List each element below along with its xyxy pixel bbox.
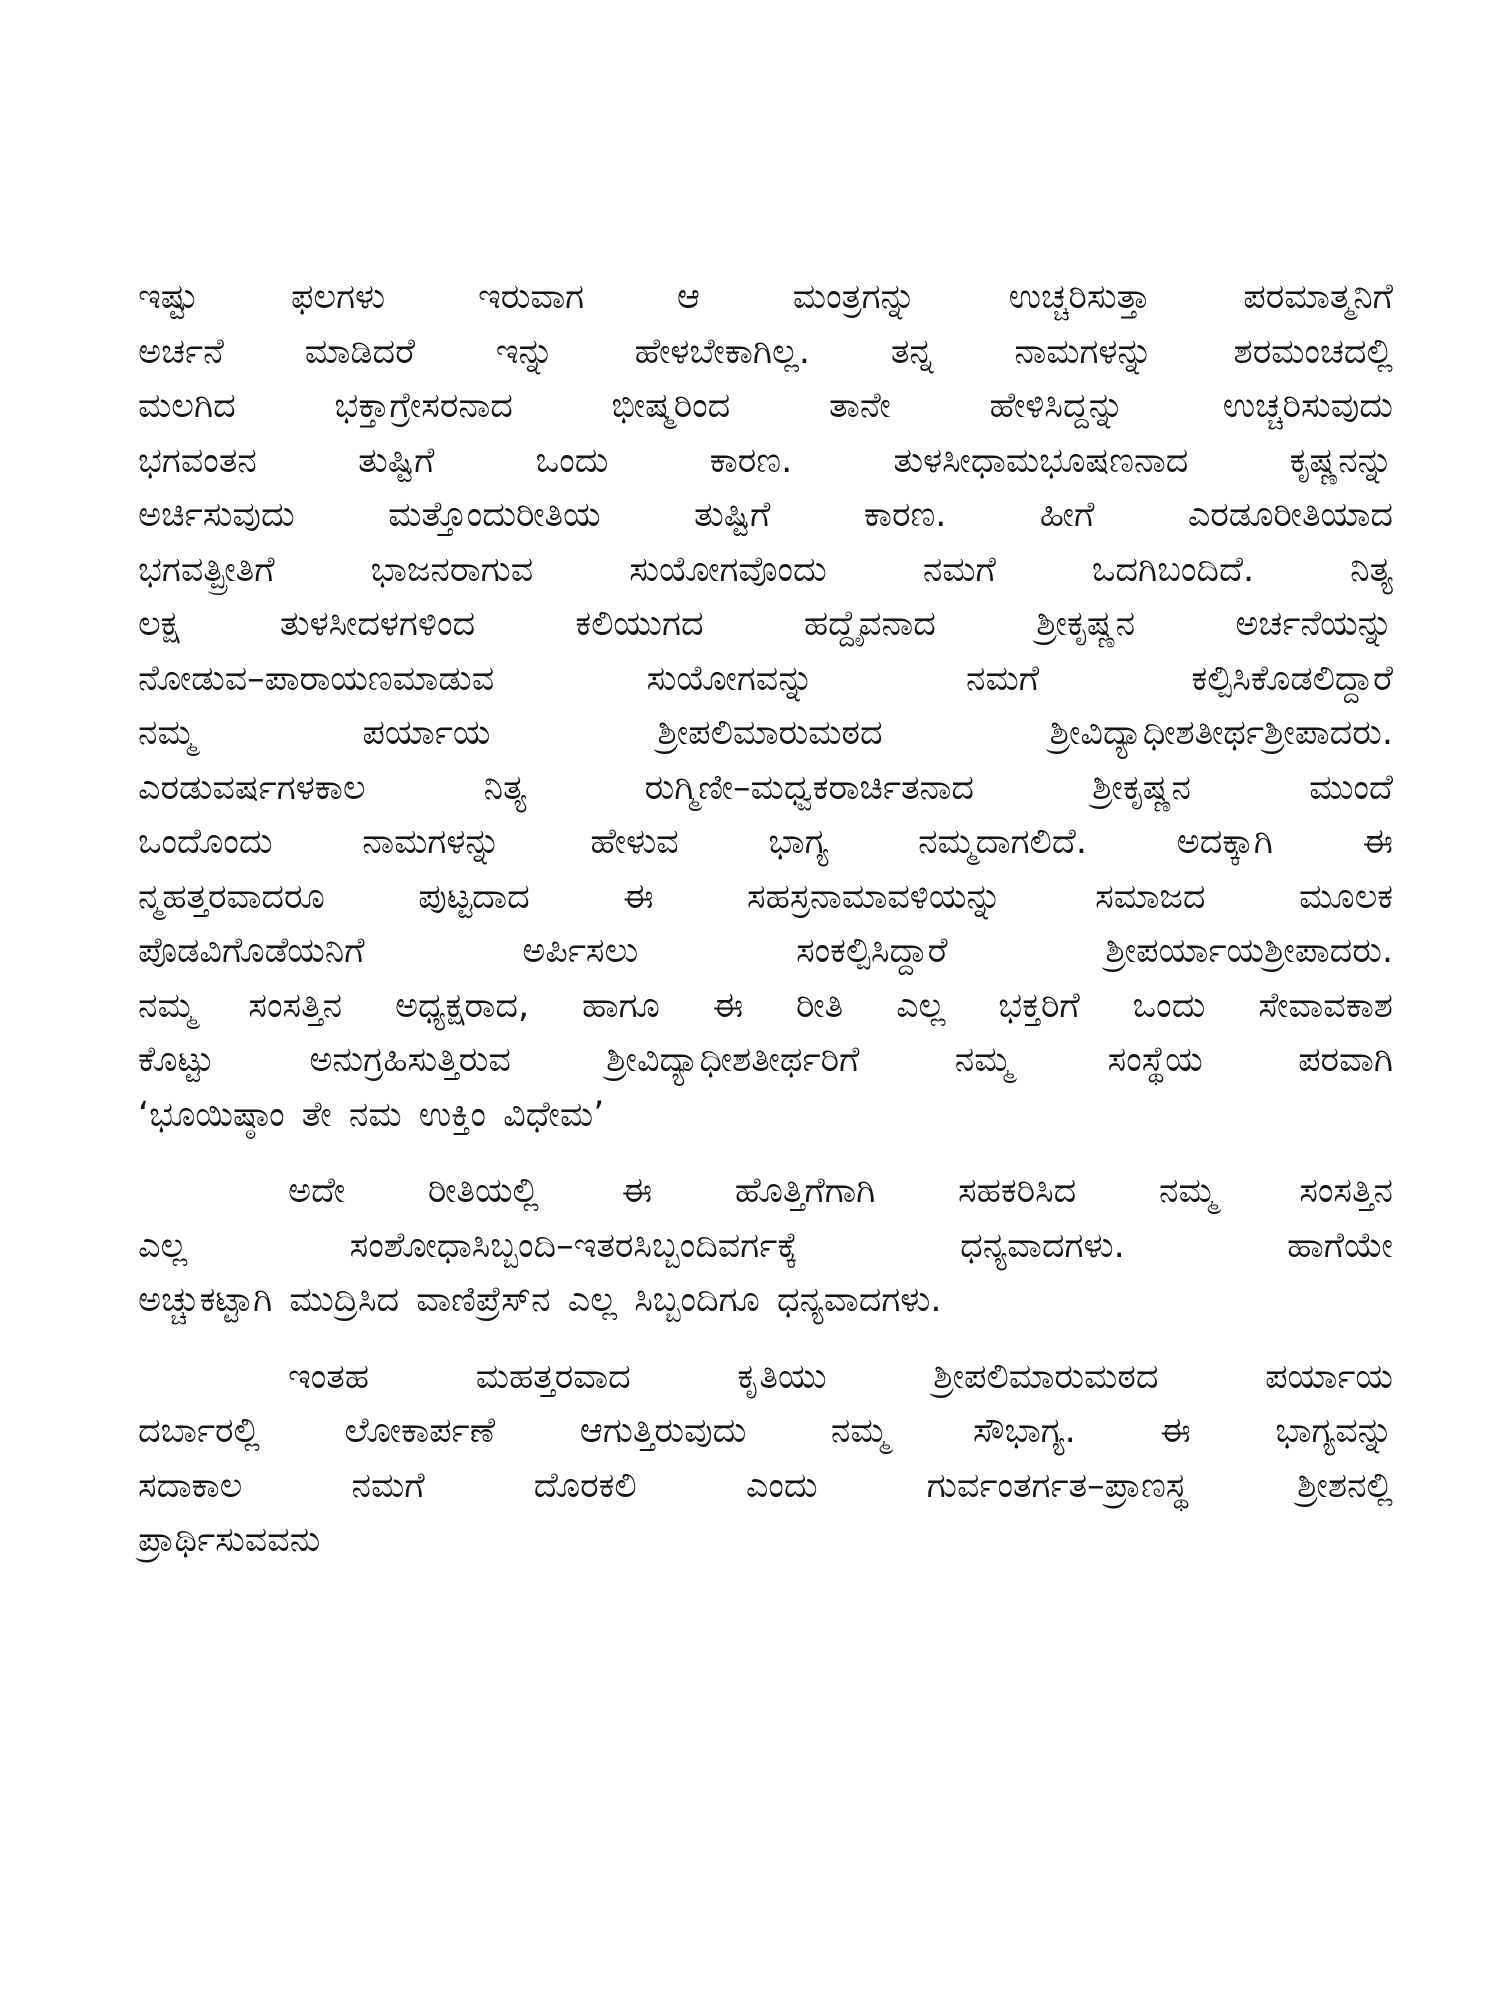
- text-line: ನೋಡುವ–ಪಾರಾಯಣಮಾಡುವ ಸುಯೋಗವನ್ನು ನಮಗೆ ಕಲ್ಪಿಸಿಕೊಡಲಿದ್ದಾರೆ: [138, 658, 1393, 699]
- text-line: ಅಚ್ಚುಕಟ್ಟಾಗಿ ಮುದ್ರಿಸಿದ ವಾಣಿಪ್ರೆಸ್‌ನ ಎಲ್ಲ ಸಿಬ್ಬಂದಿಗೂ ಧನ್ಯವಾದಗಳು.: [138, 1280, 942, 1320]
- text-line: ಇಂತಹ ಮಹತ್ತರವಾದ ಕೃತಿಯು ಶ್ರೀಪಲಿಮಾರುಮಠದ ಪರ್ಯಾಯ: [288, 1356, 1393, 1397]
- paragraph-1-last-line: [138, 1088, 1393, 1143]
- text-line: ನ್ಮಹತ್ತರವಾದರೂ ಪುಟ್ಟದಾದ ಈ ಸಹಸ್ರನಾಮಾವಳಿಯನ್ನು ಸಮಾಜದ ಮೂಲಕ: [138, 876, 1393, 917]
- text-line: ಮಲಗಿದ ಭಕ್ತಾಗ್ರೇಸರನಾದ ಭೀಷ್ಮರಿಂದ ತಾನೇ ಹೇಳಿಸಿದ್ದನ್ನು ಉಚ್ಚರಿಸುವುದು: [138, 386, 1393, 426]
- text-line: ಅದೇ ರೀತಿಯಲ್ಲಿ ಈ ಹೊತ್ತಿಗೆಗಾಗಿ ಸಹಕರಿಸಿದ ನಮ್ಮ ಸಂಸತ್ತಿನ: [288, 1171, 1393, 1211]
- text-line: ಭಗವಂತನ ತುಷ್ಟಿಗೆ ಒಂದು ಕಾರಣ. ತುಳಸೀಧಾಮಭೂಷಣನಾದ ಕೃಷ್ಣನನ್ನು: [138, 440, 1393, 481]
- document-page: [138, 270, 1393, 1568]
- quote-line: ‘ಭೂಯಿಷ್ಠಾಂ ತೇ ನಮ ಉಕ್ತಿಂ ವಿಧೇಮ’: [138, 1094, 605, 1135]
- text-line: ಕೊಟ್ಟು ಅನುಗ್ರಹಿಸುತ್ತಿರುವ ಶ್ರೀವಿದ್ಯಾಧೀಶತೀರ್ಥರಿಗೆ ನಮ್ಮ ಸಂಸ್ಥೆಯ ಪರವಾಗಿ: [138, 1040, 1393, 1080]
- text-line: ಅರ್ಚಿಸುವುದು ಮತ್ತೊಂದುರೀತಿಯ ತುಷ್ಟಿಗೆ ಕಾರಣ. ಹೀಗೆ ಎರಡೂರೀತಿಯಾದ: [138, 495, 1393, 535]
- text-line: ಸದಾಕಾಲ ನಮಗೆ ದೊರಕಲಿ ಎಂದು ಗುರ್ವಂತರ್ಗತ–ಪ್ರಾಣಸ್ಥ ಶ್ರೀಶನಲ್ಲಿ: [138, 1465, 1393, 1506]
- paragraph-2-last-line: [138, 1273, 1393, 1328]
- text-line: ಲಕ್ಷ ತುಳಸೀದಳಗಳಿಂದ ಕಲಿಯುಗದ ಹದ್ದೈವನಾದ ಶ್ರೀಕೃಷ್ಣನ ಅರ್ಚನೆಯನ್ನು: [138, 604, 1393, 644]
- paragraph-3: [138, 1350, 1393, 1514]
- text-line: ಇಷ್ಟು ಫಲಗಳು ಇರುವಾಗ ಆ ಮಂತ್ರಗನ್ನು ಉಚ್ಚರಿಸುತ್ತಾ ಪರಮಾತ್ಮನಿಗೆ: [138, 277, 1393, 317]
- text-line: ಪೊಡವಿಗೊಡೆಯನಿಗೆ ಅರ್ಪಿಸಲು ಸಂಕಲ್ಪಿಸಿದ್ದಾರೆ ಶ್ರೀಪರ್ಯಾಯಶ್ರೀಪಾದರು.: [138, 931, 1393, 971]
- text-line: ಎರಡುವರ್ಷಗಳಕಾಲ ನಿತ್ಯ ರುಗ್ಮಿಣೀ–ಮಧ್ವಕರಾರ್ಚಿತನಾದ ಶ್ರೀಕೃಷ್ಣನ ಮುಂದೆ: [138, 767, 1393, 808]
- text-line: ಒಂದೊಂದು ನಾಮಗಳನ್ನು ಹೇಳುವ ಭಾಗ್ಯ ನಮ್ಮದಾಗಲಿದೆ. ಅದಕ್ಕಾಗಿ ಈ: [138, 822, 1393, 862]
- paragraph-1: [138, 270, 1393, 1088]
- text-line: ಅರ್ಚನೆ ಮಾಡಿದರೆ ಇನ್ನು ಹೇಳಬೇಕಾಗಿಲ್ಲ. ತನ್ನ ನಾಮಗಳನ್ನು ಶರಮಂಚದಲ್ಲಿ: [138, 331, 1393, 372]
- text-line: ಭಗವತ್ಪ್ರೀತಿಗೆ ಭಾಜನರಾಗುವ ಸುಯೋಗವೊಂದು ನಮಗೆ ಒದಗಿಬಂದಿದೆ. ನಿತ್ಯ: [138, 549, 1393, 590]
- text-line: ನಮ್ಮ ಪರ್ಯಾಯ ಶ್ರೀಪಲಿಮಾರುಮಠದ ಶ್ರೀವಿದ್ಯಾಧೀಶತೀರ್ಥಶ್ರೀಪಾದರು.: [138, 713, 1393, 753]
- paragraph-2: [138, 1164, 1393, 1273]
- text-line: ನಮ್ಮ ಸಂಸತ್ತಿನ ಅಧ್ಯಕ್ಷರಾದ, ಹಾಗೂ ಈ ರೀತಿ ಎಲ್ಲ ಭಕ್ತರಿಗೆ ಒಂದು ಸೇವಾವಕಾಶ: [138, 985, 1393, 1026]
- text-line: ಎಲ್ಲ ಸಂಶೋಧಾಸಿಬ್ಬಂದಿ–ಇತರಸಿಬ್ಬಂದಿವರ್ಗಕ್ಕೆ ಧನ್ಯವಾದಗಳು. ಹಾಗೆಯೇ: [138, 1225, 1393, 1266]
- text-line: ದರ್ಬಾರಲ್ಲಿ ಲೋಕಾರ್ಪಣೆ ಆಗುತ್ತಿರುವುದು ನಮ್ಮ ಸೌಭಾಗ್ಯ. ಈ ಭಾಗ್ಯವನ್ನು: [138, 1411, 1393, 1451]
- paragraph-3-last-line: [138, 1513, 1393, 1568]
- signature-line: ಪ್ರಾರ್ಥಿಸುವವನು: [138, 1520, 321, 1560]
